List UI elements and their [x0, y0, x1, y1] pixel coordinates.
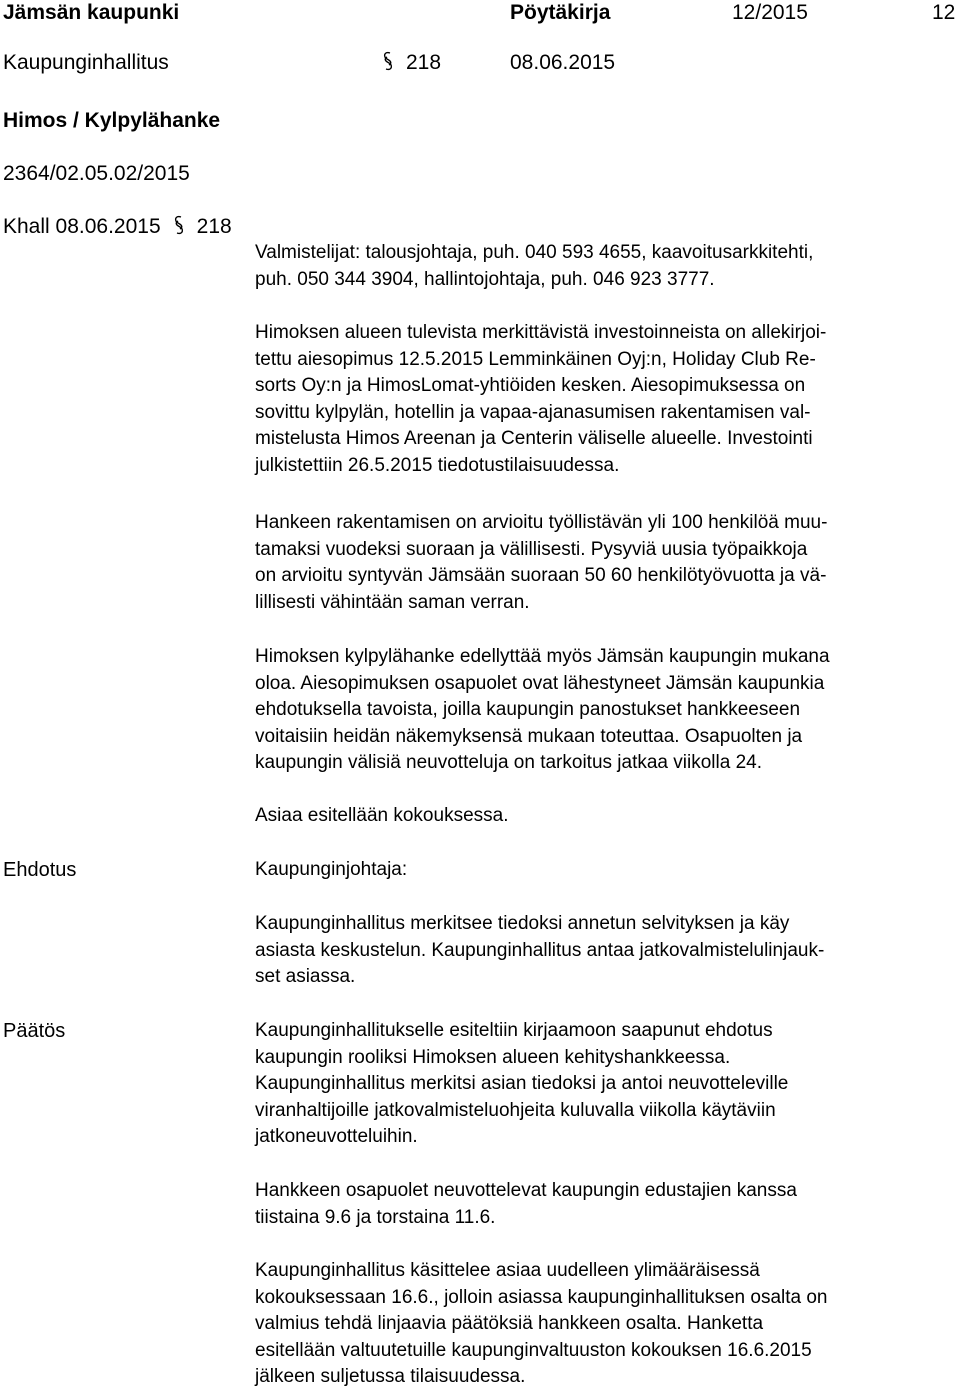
decision-paragraph-2: Hankkeen osapuolet neuvottelevat kaupungin edustajien kanssa tiistaina 9.6 ja torstaina 11.6. [255, 1180, 797, 1228]
page-number: 12 [932, 1, 956, 24]
header-date: 08.06.2015 [510, 51, 616, 74]
header-section-number: 218 [406, 51, 442, 74]
org-name: Jämsän kaupunki [3, 1, 180, 24]
page-title: Himos / Kylpylähanke [3, 109, 221, 132]
section-sign-icon [378, 50, 398, 72]
header-section [378, 50, 441, 76]
proposal-text: Kaupunginhallitus merkitsee tiedoksi annetun selvityksen ja käy asiasta keskustelun. Kaupunginhallitus antaa jatkovalmistelulinjauk- set asiassa. [255, 913, 825, 988]
decision-paragraph-1: Kaupunginhallitukselle esiteltiin kirjaamoon saapunut ehdotus kaupungin rooliksi Himoksen alueen kehityshankkeessa. Kaupunginhallitus merkitsi asian tiedoksi ja antoi neuvotteleville viranhaltijoille jatkovalmisteluohjeita kuluvalla viikolla käytäviin jatkoneuvotteluihin. [255, 1020, 789, 1148]
section-sign-icon [169, 214, 189, 236]
reference-section-number: 218 [196, 215, 232, 238]
preparers: Valmistelijat: talousjohtaja, puh. 040 593 4655, kaavoitusarkkitehti, puh. 050 344 3904, hallintojohtaja, puh. 046 923 3777. [255, 242, 814, 290]
decision-label: Päätös [3, 1020, 66, 1042]
reference-label: Khall 08.06.2015 [3, 215, 161, 238]
paragraph-1: Himoksen alueen tulevista merkittävistä investoinneista on allekirjoi- tettu aiesopimus 12.5.2015 Lemminkäinen Oyj:n, Holiday Club Re- sorts Oy:n ja HimosLomat-yhtiöiden kesken. Aiesopimuksessa on sovittu kylpylän, hotellin ja vapaa-ajanasumisen rakentamisen val- mistelusta Himos Areenan ja Centerin väliselle alueelle. Investointi julkistettiin 26.5.2015 tiedotustilaisuudessa. [255, 322, 827, 476]
decision-paragraph-3: Kaupunginhallitus käsittelee asiaa uudelleen ylimääräisessä kokouksessaan 16.6., jolloin asiassa kaupunginhallituksen osalta on valmius tehdä linjaavia päätöksiä hankkeen osalta. Hanketta esitellään valtuutetuille kaupunginvaltuuston kokouksen 16.6.2015 jälkeen suljetussa tilaisuudessa. [255, 1260, 828, 1388]
paragraph-4: Asiaa esitellään kokouksessa. [255, 805, 509, 826]
paragraph-3: Himoksen kylpylähanke edellyttää myös Jämsän kaupungin mukana oloa. Aiesopimuksen osapuolet ovat lähestyneet Jämsän kaupunkia ehdotuksella tavoista, joilla kaupungin panostukset hankkeeseen voitaisiin heidän näkemyksensä mukaan toteuttaa. Osapuolten ja kaupungin välisiä neuvotteluja on tarkoitus jatkaa viikolla 24. [255, 646, 830, 774]
paragraph-2: Hankeen rakentamisen on arvioitu työllistävän yli 100 henkilöä muu- tamaksi vuodeksi suoraan ja välillisesti. Pysyviä uusia työpaikkoja on arvioitu syntyvän Jämsään suoraan 50 60 henkilötyövuotta ja vä- lillisesti vähintään saman verran. [255, 512, 828, 613]
reference [3, 214, 232, 240]
body-name: Kaupunginhallitus [3, 51, 169, 74]
issue-number: 12/2015 [732, 1, 808, 24]
doc-type: Pöytäkirja [510, 1, 611, 24]
case-number: 2364/02.05.02/2015 [3, 162, 190, 185]
proposal-label: Ehdotus [3, 859, 77, 881]
proposal-author: Kaupunginjohtaja: [255, 859, 408, 880]
